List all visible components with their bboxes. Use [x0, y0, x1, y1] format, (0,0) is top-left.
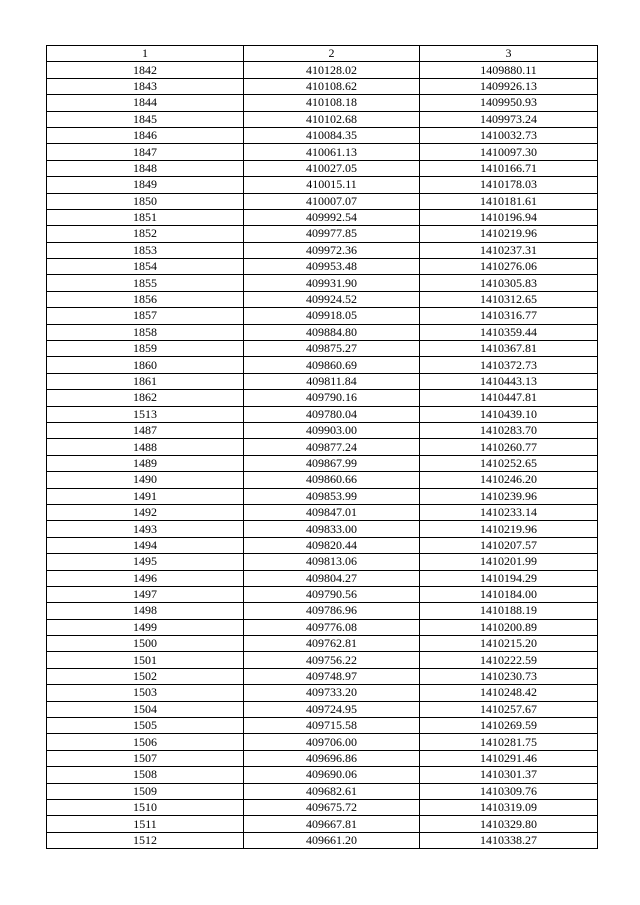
table-row	[47, 127, 598, 143]
y-coordinate-cell: 1410260.77	[420, 439, 598, 455]
point-number-cell: 1848	[47, 160, 244, 176]
table-row	[47, 406, 598, 422]
table-row	[47, 341, 598, 357]
y-coordinate-cell: 1410367.81	[420, 341, 598, 357]
x-coordinate-cell: 410084.35	[244, 127, 420, 143]
table-body	[47, 62, 598, 849]
point-number-cell: 1510	[47, 799, 244, 815]
table-row	[47, 439, 598, 455]
y-coordinate-cell: 1410329.80	[420, 816, 598, 832]
point-number-cell: 1491	[47, 488, 244, 504]
header-row	[47, 46, 598, 62]
y-coordinate-cell: 1410219.96	[420, 521, 598, 537]
y-coordinate-cell: 1409880.11	[420, 62, 598, 78]
x-coordinate-cell: 410061.13	[244, 144, 420, 160]
point-number-cell: 1509	[47, 783, 244, 799]
x-coordinate-cell: 409780.04	[244, 406, 420, 422]
point-number-cell: 1857	[47, 308, 244, 324]
table-row	[47, 734, 598, 750]
table-row	[47, 177, 598, 193]
x-coordinate-cell: 409847.01	[244, 504, 420, 520]
y-coordinate-cell: 1410239.96	[420, 488, 598, 504]
x-coordinate-cell: 409690.06	[244, 767, 420, 783]
x-coordinate-cell: 409820.44	[244, 537, 420, 553]
x-coordinate-cell: 410108.62	[244, 78, 420, 94]
y-coordinate-cell: 1410032.73	[420, 127, 598, 143]
x-coordinate-cell: 409748.97	[244, 668, 420, 684]
table-row	[47, 95, 598, 111]
y-coordinate-cell: 1410194.29	[420, 570, 598, 586]
x-coordinate-cell: 409918.05	[244, 308, 420, 324]
point-number-cell: 1847	[47, 144, 244, 160]
point-number-cell: 1499	[47, 619, 244, 635]
y-coordinate-cell: 1410257.67	[420, 701, 598, 717]
y-coordinate-cell: 1410230.73	[420, 668, 598, 684]
point-number-cell: 1855	[47, 275, 244, 291]
x-coordinate-cell: 409853.99	[244, 488, 420, 504]
point-number-cell: 1858	[47, 324, 244, 340]
point-number-cell: 1860	[47, 357, 244, 373]
point-number-cell: 1846	[47, 127, 244, 143]
point-number-cell: 1501	[47, 652, 244, 668]
point-number-cell: 1513	[47, 406, 244, 422]
point-number-cell: 1492	[47, 504, 244, 520]
table-row	[47, 357, 598, 373]
y-coordinate-cell: 1410283.70	[420, 422, 598, 438]
table-row	[47, 636, 598, 652]
x-coordinate-cell: 409790.16	[244, 390, 420, 406]
y-coordinate-cell: 1409950.93	[420, 95, 598, 111]
point-number-cell: 1495	[47, 554, 244, 570]
table-row	[47, 586, 598, 602]
table-row	[47, 718, 598, 734]
x-coordinate-cell: 409811.84	[244, 373, 420, 389]
y-coordinate-cell: 1410319.09	[420, 799, 598, 815]
table-row	[47, 373, 598, 389]
x-coordinate-cell: 410128.02	[244, 62, 420, 78]
table-row	[47, 193, 598, 209]
point-number-cell: 1842	[47, 62, 244, 78]
x-coordinate-cell: 410015.11	[244, 177, 420, 193]
y-coordinate-cell: 1409973.24	[420, 111, 598, 127]
y-coordinate-cell: 1410222.59	[420, 652, 598, 668]
table-row	[47, 390, 598, 406]
x-coordinate-cell: 410007.07	[244, 193, 420, 209]
x-coordinate-cell: 409762.81	[244, 636, 420, 652]
table-row	[47, 832, 598, 848]
y-coordinate-cell: 1410181.61	[420, 193, 598, 209]
point-number-cell: 1507	[47, 750, 244, 766]
y-coordinate-cell: 1410207.57	[420, 537, 598, 553]
y-coordinate-cell: 1410301.37	[420, 767, 598, 783]
table-row	[47, 455, 598, 471]
table-row	[47, 701, 598, 717]
point-number-cell: 1511	[47, 816, 244, 832]
y-coordinate-cell: 1410219.96	[420, 226, 598, 242]
x-coordinate-cell: 409924.52	[244, 291, 420, 307]
table-row	[47, 472, 598, 488]
y-coordinate-cell: 1410281.75	[420, 734, 598, 750]
y-coordinate-cell: 1410312.65	[420, 291, 598, 307]
column-header-3: 3	[420, 46, 598, 62]
table-row	[47, 668, 598, 684]
point-number-cell: 1503	[47, 685, 244, 701]
table-row	[47, 799, 598, 815]
table-row	[47, 62, 598, 78]
table-row	[47, 259, 598, 275]
point-number-cell: 1862	[47, 390, 244, 406]
table-row	[47, 291, 598, 307]
y-coordinate-cell: 1410372.73	[420, 357, 598, 373]
y-coordinate-cell: 1410359.44	[420, 324, 598, 340]
table-row	[47, 603, 598, 619]
y-coordinate-cell: 1410276.06	[420, 259, 598, 275]
coordinates-table	[46, 45, 598, 849]
y-coordinate-cell: 1410269.59	[420, 718, 598, 734]
point-number-cell: 1843	[47, 78, 244, 94]
table-header	[47, 46, 598, 62]
point-number-cell: 1489	[47, 455, 244, 471]
x-coordinate-cell: 409833.00	[244, 521, 420, 537]
x-coordinate-cell: 409931.90	[244, 275, 420, 291]
point-number-cell: 1844	[47, 95, 244, 111]
y-coordinate-cell: 1410447.81	[420, 390, 598, 406]
x-coordinate-cell: 409877.24	[244, 439, 420, 455]
table-row	[47, 422, 598, 438]
y-coordinate-cell: 1410252.65	[420, 455, 598, 471]
y-coordinate-cell: 1410215.20	[420, 636, 598, 652]
table-row	[47, 111, 598, 127]
point-number-cell: 1488	[47, 439, 244, 455]
x-coordinate-cell: 409953.48	[244, 259, 420, 275]
x-coordinate-cell: 409733.20	[244, 685, 420, 701]
table-row	[47, 242, 598, 258]
y-coordinate-cell: 1410233.14	[420, 504, 598, 520]
table-row	[47, 504, 598, 520]
y-coordinate-cell: 1409926.13	[420, 78, 598, 94]
x-coordinate-cell: 409860.69	[244, 357, 420, 373]
y-coordinate-cell: 1410166.71	[420, 160, 598, 176]
x-coordinate-cell: 409786.96	[244, 603, 420, 619]
x-coordinate-cell: 409903.00	[244, 422, 420, 438]
point-number-cell: 1504	[47, 701, 244, 717]
point-number-cell: 1505	[47, 718, 244, 734]
table-row	[47, 783, 598, 799]
x-coordinate-cell: 409875.27	[244, 341, 420, 357]
x-coordinate-cell: 409813.06	[244, 554, 420, 570]
y-coordinate-cell: 1410443.13	[420, 373, 598, 389]
table-row	[47, 537, 598, 553]
point-number-cell: 1852	[47, 226, 244, 242]
x-coordinate-cell: 409706.00	[244, 734, 420, 750]
x-coordinate-cell: 409715.58	[244, 718, 420, 734]
x-coordinate-cell: 409667.81	[244, 816, 420, 832]
x-coordinate-cell: 409756.22	[244, 652, 420, 668]
x-coordinate-cell: 409675.72	[244, 799, 420, 815]
y-coordinate-cell: 1410291.46	[420, 750, 598, 766]
x-coordinate-cell: 409860.66	[244, 472, 420, 488]
point-number-cell: 1859	[47, 341, 244, 357]
y-coordinate-cell: 1410201.99	[420, 554, 598, 570]
y-coordinate-cell: 1410237.31	[420, 242, 598, 258]
table-row	[47, 570, 598, 586]
table-row	[47, 767, 598, 783]
y-coordinate-cell: 1410305.83	[420, 275, 598, 291]
point-number-cell: 1490	[47, 472, 244, 488]
y-coordinate-cell: 1410338.27	[420, 832, 598, 848]
point-number-cell: 1854	[47, 259, 244, 275]
point-number-cell: 1506	[47, 734, 244, 750]
x-coordinate-cell: 409661.20	[244, 832, 420, 848]
table-row	[47, 209, 598, 225]
table-row	[47, 816, 598, 832]
x-coordinate-cell: 409867.99	[244, 455, 420, 471]
table-row	[47, 324, 598, 340]
y-coordinate-cell: 1410178.03	[420, 177, 598, 193]
point-number-cell: 1508	[47, 767, 244, 783]
y-coordinate-cell: 1410200.89	[420, 619, 598, 635]
x-coordinate-cell: 409884.80	[244, 324, 420, 340]
point-number-cell: 1497	[47, 586, 244, 602]
table-row	[47, 160, 598, 176]
table-row	[47, 78, 598, 94]
table-row	[47, 521, 598, 537]
point-number-cell: 1494	[47, 537, 244, 553]
table-row	[47, 226, 598, 242]
x-coordinate-cell: 410027.05	[244, 160, 420, 176]
point-number-cell: 1849	[47, 177, 244, 193]
point-number-cell: 1853	[47, 242, 244, 258]
table-row	[47, 619, 598, 635]
point-number-cell: 1850	[47, 193, 244, 209]
y-coordinate-cell: 1410439.10	[420, 406, 598, 422]
point-number-cell: 1493	[47, 521, 244, 537]
y-coordinate-cell: 1410316.77	[420, 308, 598, 324]
x-coordinate-cell: 409972.36	[244, 242, 420, 258]
x-coordinate-cell: 409682.61	[244, 783, 420, 799]
table-row	[47, 308, 598, 324]
point-number-cell: 1845	[47, 111, 244, 127]
y-coordinate-cell: 1410188.19	[420, 603, 598, 619]
table-row	[47, 144, 598, 160]
point-number-cell: 1856	[47, 291, 244, 307]
table-row	[47, 685, 598, 701]
point-number-cell: 1496	[47, 570, 244, 586]
x-coordinate-cell: 409790.56	[244, 586, 420, 602]
x-coordinate-cell: 410108.18	[244, 95, 420, 111]
y-coordinate-cell: 1410097.30	[420, 144, 598, 160]
table-row	[47, 488, 598, 504]
point-number-cell: 1851	[47, 209, 244, 225]
y-coordinate-cell: 1410246.20	[420, 472, 598, 488]
x-coordinate-cell: 409696.86	[244, 750, 420, 766]
table-row	[47, 750, 598, 766]
x-coordinate-cell: 409804.27	[244, 570, 420, 586]
y-coordinate-cell: 1410184.00	[420, 586, 598, 602]
x-coordinate-cell: 409724.95	[244, 701, 420, 717]
column-header-1: 1	[47, 46, 244, 62]
point-number-cell: 1498	[47, 603, 244, 619]
point-number-cell: 1512	[47, 832, 244, 848]
y-coordinate-cell: 1410196.94	[420, 209, 598, 225]
x-coordinate-cell: 409977.85	[244, 226, 420, 242]
table-row	[47, 275, 598, 291]
x-coordinate-cell: 409776.08	[244, 619, 420, 635]
x-coordinate-cell: 409992.54	[244, 209, 420, 225]
point-number-cell: 1487	[47, 422, 244, 438]
column-header-2: 2	[244, 46, 420, 62]
table-row	[47, 554, 598, 570]
point-number-cell: 1861	[47, 373, 244, 389]
table-row	[47, 652, 598, 668]
point-number-cell: 1500	[47, 636, 244, 652]
x-coordinate-cell: 410102.68	[244, 111, 420, 127]
y-coordinate-cell: 1410309.76	[420, 783, 598, 799]
y-coordinate-cell: 1410248.42	[420, 685, 598, 701]
point-number-cell: 1502	[47, 668, 244, 684]
